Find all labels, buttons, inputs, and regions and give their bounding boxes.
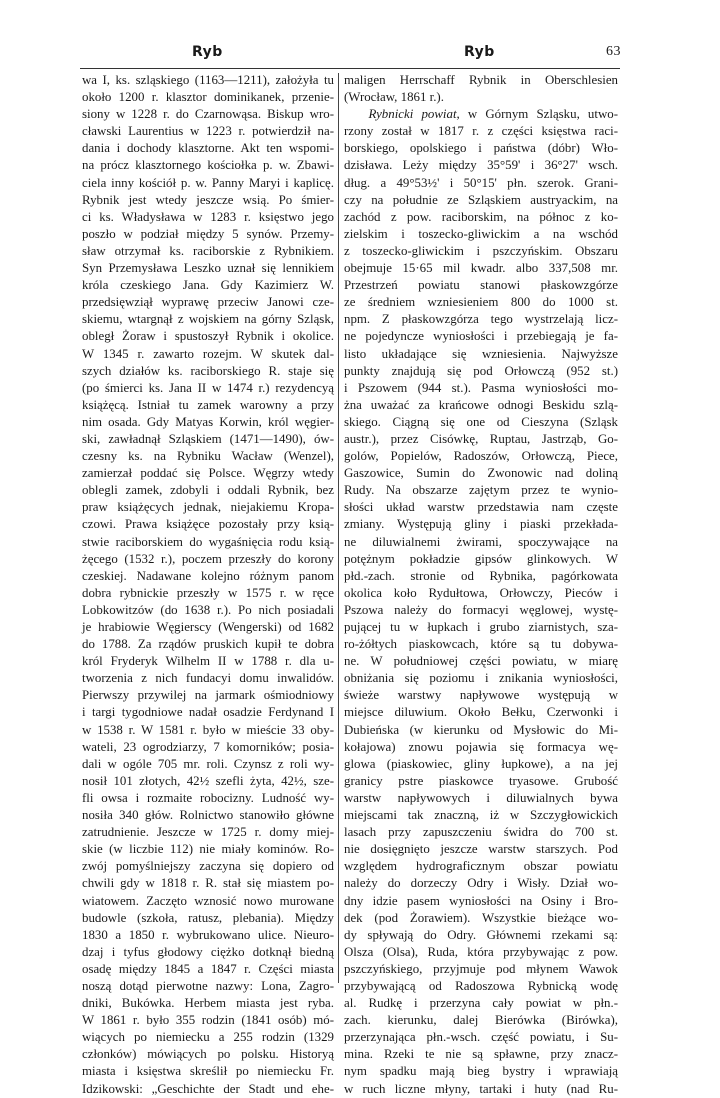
text-line: oblegli zamek, zdobyli i oddali Rybnik, bez (82, 483, 334, 498)
text-line: granicy pstre piaskowce tryasowe. Grubość (344, 773, 618, 788)
text-line: dobra rybnickie przeszły w 1575 r. w ręce (82, 585, 334, 600)
text-line: al. Rudkę i przerzyna cały powiat w płn.- (344, 996, 618, 1011)
text-line: wiatowem. Zaczęto wznosić nowo murowane (82, 893, 334, 908)
text-line: mina. Rzeki te nie są spławne, przy znacz- (344, 1047, 618, 1062)
text-line: z toszecko-gliwickim i pszczyńskim. Obszaru (344, 243, 618, 258)
text-line: ro-żółtych piaskowcach, które są tu dobywa- (344, 637, 618, 652)
text-line: potężnym pokładzie gipsów glinkowych. W (344, 551, 618, 566)
text-line: Idzikowski: „Geschichte der Stadt und ehe- (82, 1081, 334, 1096)
text-line: nim osada. Gdy Matyas Korwin, król węgier- (82, 414, 334, 429)
text-line: borskiego, opolskiego i państwa (dóbr) Wło- (344, 141, 618, 156)
text-line: dek (pod Żorawiem). Wszystkie bieżące wo- (344, 910, 618, 925)
right-intro-line: maligen Herrschaff Rybnik in Oberschlesien (344, 73, 618, 87)
text-line: król Fryderyk Wilhelm II w 1788 r. dla u- (82, 654, 334, 669)
text-line: siony w 1228 r. do Czarnowąsa. Biskup wro- (82, 107, 334, 122)
text-line: lasach przy zapuszczeniu świdra do 700 st. (344, 825, 618, 840)
text-line: obejmuje 15·65 mil kwadr. albo 337,508 mr. (344, 261, 618, 276)
text-line: Rudy. Na obszarze zajętym przez te wynio- (344, 483, 618, 498)
text-line: członków) mówiących po polsku. Historyą (82, 1047, 334, 1062)
text-line: zachód z pow. raciborskim, na północ z ko- (344, 209, 618, 224)
text-line: je hrabiowie Węgierscy (Wengerski) od 1682 (82, 620, 334, 634)
text-line: Rybnik jest wtedy jeszcze wsią. Po śmier- (82, 192, 334, 207)
text-line: dzisława. Leży między 35°59' i 36°27' wsch. (344, 158, 618, 173)
text-line: czowi. Prawa książęce pozostały przy ksią- (82, 517, 334, 532)
text-line: npm. Z płaskowzgórza tego wystrzelają licz- (344, 312, 618, 327)
text-line: przerzynająca płn.-wsch. część powiatu, i Su- (344, 1030, 618, 1045)
text-line: warstw napływowych i diluwialnych bywa (344, 790, 618, 805)
text-line: W 1861 r. było 355 rodzin (1841 osób) mó- (82, 1013, 334, 1028)
running-head-right: Ryb (464, 44, 495, 60)
text-line: żęcego (1532 r.), poczem przeszły do korony (82, 551, 334, 566)
left-column (82, 72, 334, 1096)
text-line: wateli, 23 ogrodziarzy, 7 komorników; posia- (82, 739, 334, 754)
text-line: sław otrzymał ks. raciborskie z Rybnikiem. (82, 243, 334, 258)
text-line: Przestrzeń powiatu stanowi płaskowzgórze (344, 278, 618, 293)
text-line: przybywającą od Radoszowa Rybnicką wodę (344, 978, 618, 993)
text-line: punkty znajdują się pod Orłowczą (952 st.) (344, 363, 618, 378)
text-line: zamierzał poddać się Polsce. Węgrzy wtedy (82, 466, 334, 481)
text-line: i targi tygodniowe nadał osadzie Ferdynand I (82, 705, 334, 720)
text-line: pszczyńskiego, przyjmuje pod młynem Wawok (344, 961, 618, 976)
text-line: dniki, Bukówka. Herbem miasta jest ryba. (82, 996, 334, 1011)
text-line: do 1788. Za rządów pruskich kupił te dobra (82, 637, 334, 652)
text-line: poszło w podział między 5 synów. Przemy- (82, 226, 334, 241)
text-line: wiących po niemiecku a 255 rodzin (1329 (82, 1030, 334, 1045)
text-line: austr.), przez Cisówkę, Ruptau, Jastrząb, Go- (344, 431, 618, 446)
text-line: ski, zawładnął Szląskiem (1471—1490), ów- (82, 431, 334, 446)
text-line: i Pszowem (944 st.). Pasma wyniosłości mo- (344, 380, 618, 395)
text-line: nym spadku mają bieg bystry i wprawiają (344, 1064, 618, 1079)
text-line: Olsza (Olsa), Ruda, która przybywając z pow. (344, 944, 618, 959)
right-intro-line-2: (Wrocław, 1861 r.). (344, 90, 444, 105)
text-line: Syn Przemysława Leszko uznał się lennikiem (82, 261, 334, 276)
text-line: stwie raciborskiem do wygaśnięcia rodu ksią- (82, 534, 334, 549)
text-line: osadę między 1845 a 1847 r. Części miasta (82, 961, 334, 976)
text-line: żna uważać za krańcowe odnogi Beskidu szlą- (344, 397, 618, 412)
text-line: na prócz klasztornego kościołka p. w. Zbawi- (82, 158, 334, 173)
text-line: wa I, ks. szląskiego (1163—1211), założyła tu (82, 73, 334, 87)
text-line: nie dosięgnięto jeszcze warstw starszych. Pod (344, 842, 618, 857)
text-line: ci ks. Władysława w 1283 r. księstwo jego (82, 209, 334, 224)
text-line: zmiany. Występują gliny i piaski przekłada- (344, 517, 618, 532)
text-line: fli owsa i rozmaite robocizny. Ludność wy- (82, 790, 334, 805)
text-line: 1830 a 1850 r. wybrukowano ulice. Nieuro- (82, 927, 334, 942)
text-line: cławski Laurentius w 1223 r. potwierdził na- (82, 124, 334, 139)
text-line: dny idzie pasem wyniosłości na Osiny i Bro- (344, 893, 618, 908)
text-line: praw książęcych jednak, niejakiemu Kropa- (82, 500, 334, 515)
text-line: Lobkowitzów (do 1638 r.). Po nich posiadali (82, 602, 334, 617)
text-line: czeskiej. Nadawane kolejno różnym panom (82, 568, 334, 583)
text-line: względem hydrograficznym obszar powiatu (344, 859, 618, 874)
text-line: chwili gdy w 1818 r. R. stał się miastem po- (82, 876, 334, 891)
page-number: 63 (606, 44, 621, 59)
text-line: dy spływają do Odry. Głównemi rzekami są: (344, 927, 618, 942)
text-line: tworzenia z nich fundacyi domu inwalidów. (82, 671, 334, 686)
text-line: zielskim i toszecko-gliwickim a na wschód (344, 226, 618, 241)
text-line: dług. a 49°53½' i 50°15' płn. szerok. Grani- (344, 175, 618, 190)
text-line: zwój pomyślniejszy zaczyna się dopiero od (82, 859, 334, 874)
text-line: ne pojedyncze wyniosłości i przebiegają je fa- (344, 329, 618, 344)
text-line: obniżania się poziomu i znikania wyniosłości, (344, 671, 618, 686)
header-rule (80, 68, 620, 69)
text-line: miejscami tak znaczną, iż w Szczygłowickich (344, 808, 618, 823)
text-line: Gaszowice, Sumin do Zwonowic nad doliną (344, 466, 618, 481)
entry-lead-line (344, 106, 618, 123)
text-line: czesny ks. na Rybniku Wacław (Wenzel), (82, 449, 334, 464)
text-line: miasta i księstwa skreślił po niemiecku Fr. (82, 1064, 334, 1079)
text-line: (po śmierci ks. Jana II w 1474 r.) rezydencyą (82, 380, 334, 395)
text-line: zatrudnienie. Jeszcze w 1725 r. domy miej- (82, 825, 334, 840)
text-line: czy na południe ze Szląskiem austryackim, na (344, 192, 618, 207)
text-line: ne diluwialnemi żwirami, spoczywające na (344, 534, 618, 549)
text-line: szych działów ks. raciborskiego R. staje się (82, 363, 334, 378)
entry-lead-rest: w Górnym Szląsku, utwo- (459, 107, 619, 122)
text-line: okolica koło Rydułtowa, Orłowczy, Pieców i (344, 585, 618, 600)
page-header (0, 44, 720, 64)
running-head-left: Ryb (192, 44, 223, 60)
text-line: przedsięwziął wyprawę przeciw Janowi cze- (82, 295, 334, 310)
text-line: słości układ warstw przedstawia nam częste (344, 500, 618, 515)
text-line: skiemu, wtargnął z wojskiem na górny Szląsk, (82, 312, 334, 327)
text-line: noszą dotąd pierwotne nazwy: Lona, Zagro- (82, 978, 334, 993)
text-line: Pszowa należy do formacyi węglowej, wystę- (344, 602, 618, 617)
text-line: glowa (piaskowiec, gliny łupkowe), a na jej (344, 756, 618, 771)
column-divider (338, 73, 339, 983)
text-line: miejsce diluwium. Około Bełku, Czerwonki i (344, 705, 618, 720)
text-line: pującej tu w łupkach i grubo ziarnistych, sza- (344, 620, 618, 634)
text-line: zach. kierunku, dalej Bierówka (Birówka), (344, 1013, 618, 1028)
text-line: ciela inny kościół p. w. Panny Maryi i kaplicę. (82, 175, 334, 190)
text-line: rzony został w 1817 r. z części księstwa raci- (344, 124, 618, 139)
text-line: W 1345 r. zawarto rozejm. W skutek dal- (82, 346, 334, 361)
text-line: ze średniem wzniesieniem 800 do 1000 st. (344, 295, 618, 310)
text-line: ne. W południowej części powiatu, w miarę (344, 654, 618, 669)
text-line: w ruch liczne młyny, tartaki i huty (nad Ru- (344, 1081, 618, 1096)
text-line: książęcą. Istniał tu zamek warowny a przy (82, 397, 334, 412)
text-line: budowle (szkoła, ratusz, plebania). Między (82, 910, 334, 925)
text-line: dali w ogóle 705 mr. roli. Czynsz z roli wy- (82, 756, 334, 771)
text-line: króla czeskiego Jana. Gdy Kazimierz W. (82, 278, 334, 293)
text-line: skiego. Ciągną się one od Cieszyna (Szląsk (344, 414, 618, 429)
right-column (344, 72, 619, 1096)
text-line: płd.-zach. stronie od Rybnika, pagórkowata (344, 568, 618, 583)
text-line: Dubieńska (w kierunku od Mysłowic do Mi- (344, 722, 618, 737)
entry-headword: Rybnicki powiat, (368, 107, 460, 122)
text-line: dzaj i tyfus głodowy ciężko dotknął biedną (82, 944, 334, 959)
text-line: należy do dorzeczy Odry i Wisły. Dział wo- (344, 876, 618, 891)
text-line: kołajowa) znowu pojawia się formacya wę- (344, 739, 618, 754)
text-line: nosił 101 złotych, 42½ szefli żyta, 42½, sze- (82, 773, 334, 788)
text-line: nosiła 340 głów. Rolnictwo stanowiło główne (82, 808, 334, 823)
right-column-body (344, 123, 618, 1097)
text-line: golów, Popielów, Radoszów, Orłowczą, Piece, (344, 449, 618, 464)
text-line: Pierwszy przywilej na jarmark ośmiodniowy (82, 688, 334, 703)
text-line: obległ Żoraw i spustoszył Rybnik i okolice. (82, 329, 334, 344)
text-line: w 1538 r. W 1581 r. było w mieście 33 oby- (82, 722, 334, 737)
text-line: dania i dochody klasztorne. Akt ten wspomi- (82, 141, 334, 156)
text-line: około 1200 r. klasztor dominikanek, przenie- (82, 90, 334, 105)
text-line: skie (w liczbie 112) nie miały kominów. Ro- (82, 842, 334, 857)
text-line: listo układające się wzniesienia. Najwyższe (344, 346, 618, 361)
text-line: świeże warstwy napływowe występują w (344, 688, 618, 703)
